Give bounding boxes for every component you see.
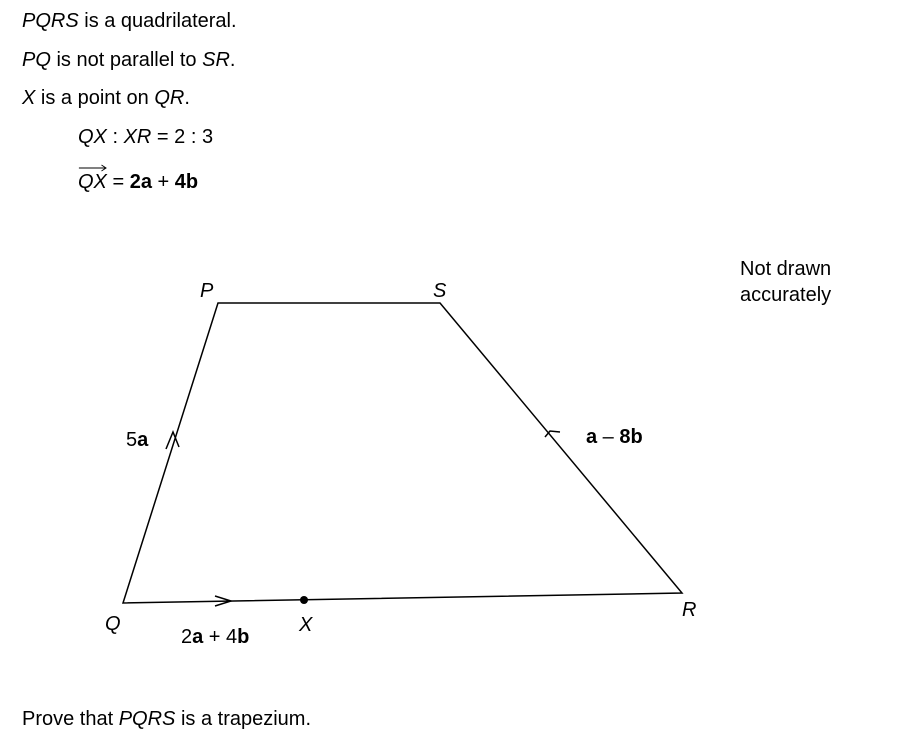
ratio-left: QX xyxy=(78,126,107,148)
shape-name: PQRS xyxy=(22,10,79,32)
full-stop: . xyxy=(229,49,236,71)
vector-coef-2: 4 xyxy=(174,171,186,193)
note-line-1: Not drawn xyxy=(740,258,832,280)
edge-qp-vector: a xyxy=(137,429,149,451)
vector-qx-name: QX xyxy=(78,171,107,193)
edge-qp-coef: 5 xyxy=(126,429,138,451)
task-shape-name: PQRS xyxy=(118,708,176,730)
vector-b: b xyxy=(185,171,199,193)
edge-rs-operator: – xyxy=(597,426,620,448)
edge-label-qx xyxy=(181,626,249,648)
statement-text: is a point on xyxy=(35,87,155,109)
equals-sign: = xyxy=(106,171,130,193)
edge-qx-coef-1: 2 xyxy=(181,626,193,648)
plus-sign: + xyxy=(151,171,175,193)
task-text-post: is a trapezium. xyxy=(175,708,312,730)
vector-a: a xyxy=(140,171,152,193)
vertex-label-p: P xyxy=(200,280,214,302)
vertex-label-s: S xyxy=(433,280,447,302)
segment-sr-name: SR xyxy=(202,49,230,71)
ratio-separator: : xyxy=(106,126,124,148)
edge-label-qp xyxy=(126,429,149,451)
vertex-label-x: X xyxy=(299,614,313,636)
edge-qx-coef-2: 4 xyxy=(226,626,238,648)
task-text-pre: Prove that xyxy=(22,708,119,730)
edge-qx-operator: + xyxy=(203,626,227,648)
edge-qx-vector-a: a xyxy=(192,626,204,648)
point-x-dot xyxy=(300,596,308,604)
vector-coef-1: 2 xyxy=(129,171,141,193)
not-drawn-accurately-note xyxy=(740,256,831,308)
ratio-value: = 2 : 3 xyxy=(151,126,214,148)
point-x-name: X xyxy=(22,87,36,109)
edge-rs-vector-b: b xyxy=(630,426,643,448)
full-stop: . xyxy=(184,87,190,109)
segment-qr-name: QR xyxy=(154,87,185,109)
vertex-label-q: Q xyxy=(105,613,121,635)
edge-label-rs xyxy=(586,426,643,448)
edge-rs-vector-a: a xyxy=(586,426,598,448)
quadrilateral-pqrs xyxy=(123,303,682,603)
note-line-2: accurately xyxy=(740,284,832,306)
ratio-right: XR xyxy=(123,126,152,148)
statement-text: is not parallel to xyxy=(50,49,203,71)
edge-rs-coef: 8 xyxy=(619,426,631,448)
vertex-label-r: R xyxy=(682,599,697,621)
task-prompt xyxy=(22,708,311,731)
segment-pq-name: PQ xyxy=(22,49,51,71)
edge-qx-vector-b: b xyxy=(237,626,250,648)
statement-text: is a quadrilateral. xyxy=(78,10,237,32)
